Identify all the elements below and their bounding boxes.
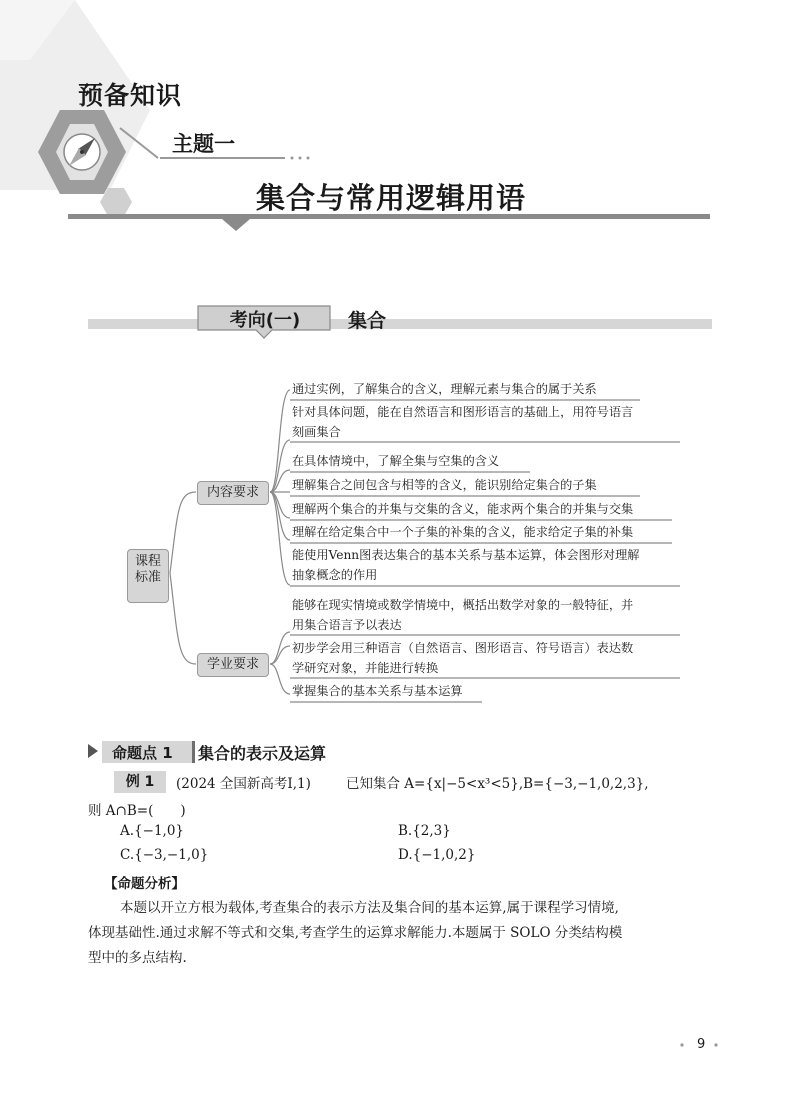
proposition-title: 集合的表示及运算 — [198, 744, 327, 763]
content-item: 理解两个集合的并集与交集的含义，能求两个集合的并集与交集 — [292, 502, 634, 516]
academic-requirement-node: 学业要求 — [197, 653, 269, 677]
proposition-tag: 命题点 1 — [112, 744, 173, 762]
analysis-label: 【命题分析】 — [104, 876, 185, 892]
option-a: A.{−1,0} — [120, 823, 184, 839]
example-label: 例 1 — [114, 771, 166, 793]
analysis-line: 体现基础性.通过求解不等式和交集,考查学生的运算求解能力.本题属于 SOLO 分类结构模 — [88, 925, 623, 941]
example-stem: 已知集合 A={x|−5<x³<5},B={−3,−1,0,2,3}, — [346, 776, 649, 792]
content-item: 理解在给定集合中一个子集的补集的含义，能求给定子集的补集 — [292, 525, 634, 539]
option-c: C.{−3,−1,0} — [120, 847, 209, 863]
page-title: 集合与常用逻辑用语 — [256, 181, 527, 215]
example-source: (2024 全国新高考Ⅰ,1) — [176, 776, 311, 792]
theme-label: 主题一 — [172, 132, 235, 156]
direction-bar — [0, 296, 790, 346]
example-stem-cont: 则 A∩B=( ) — [88, 803, 186, 819]
section-pretitle: 预备知识 — [78, 81, 183, 110]
content-item: 针对具体问题，能在自然语言和图形语言的基础上，用符号语言 刻画集合 — [292, 405, 634, 439]
content-item: 在具体情境中，了解全集与空集的含义 — [292, 454, 500, 468]
academic-item: 能够在现实情境或数学情境中，概括出数学对象的一般特征，并 用集合语言予以表达 — [292, 598, 634, 632]
analysis-line: 本题以开立方根为载体,考查集合的表示方法及集合间的基本运算,属于课程学习情境, — [120, 900, 619, 916]
content-item: 理解集合之间包含与相等的含义，能识别给定集合的子集 — [292, 478, 597, 492]
analysis-line: 型中的多点结构. — [88, 950, 187, 966]
triangle-icon — [88, 744, 98, 758]
academic-item: 掌握集合的基本关系与基本运算 — [292, 684, 463, 698]
page-number: 9 — [697, 1037, 706, 1052]
content-requirement-node: 内容要求 — [197, 481, 269, 505]
option-b: B.{2,3} — [398, 823, 451, 839]
direction-topic: 集合 — [348, 310, 387, 332]
option-d: D.{−1,0,2} — [398, 847, 476, 863]
content-item: 能使用Venn图表达集合的基本关系与基本运算，体会图形对理解 抽象概念的作用 — [292, 548, 640, 582]
content-item: 通过实例，了解集合的含义，理解元素与集合的属于关系 — [292, 382, 597, 396]
direction-label: 考向(一) — [229, 310, 301, 331]
mindmap-root: 课程 标准 — [127, 549, 169, 603]
academic-item: 初步学会用三种语言（自然语言、图形语言、符号语言）表达数 学研究对象，并能进行转换 — [292, 641, 634, 675]
